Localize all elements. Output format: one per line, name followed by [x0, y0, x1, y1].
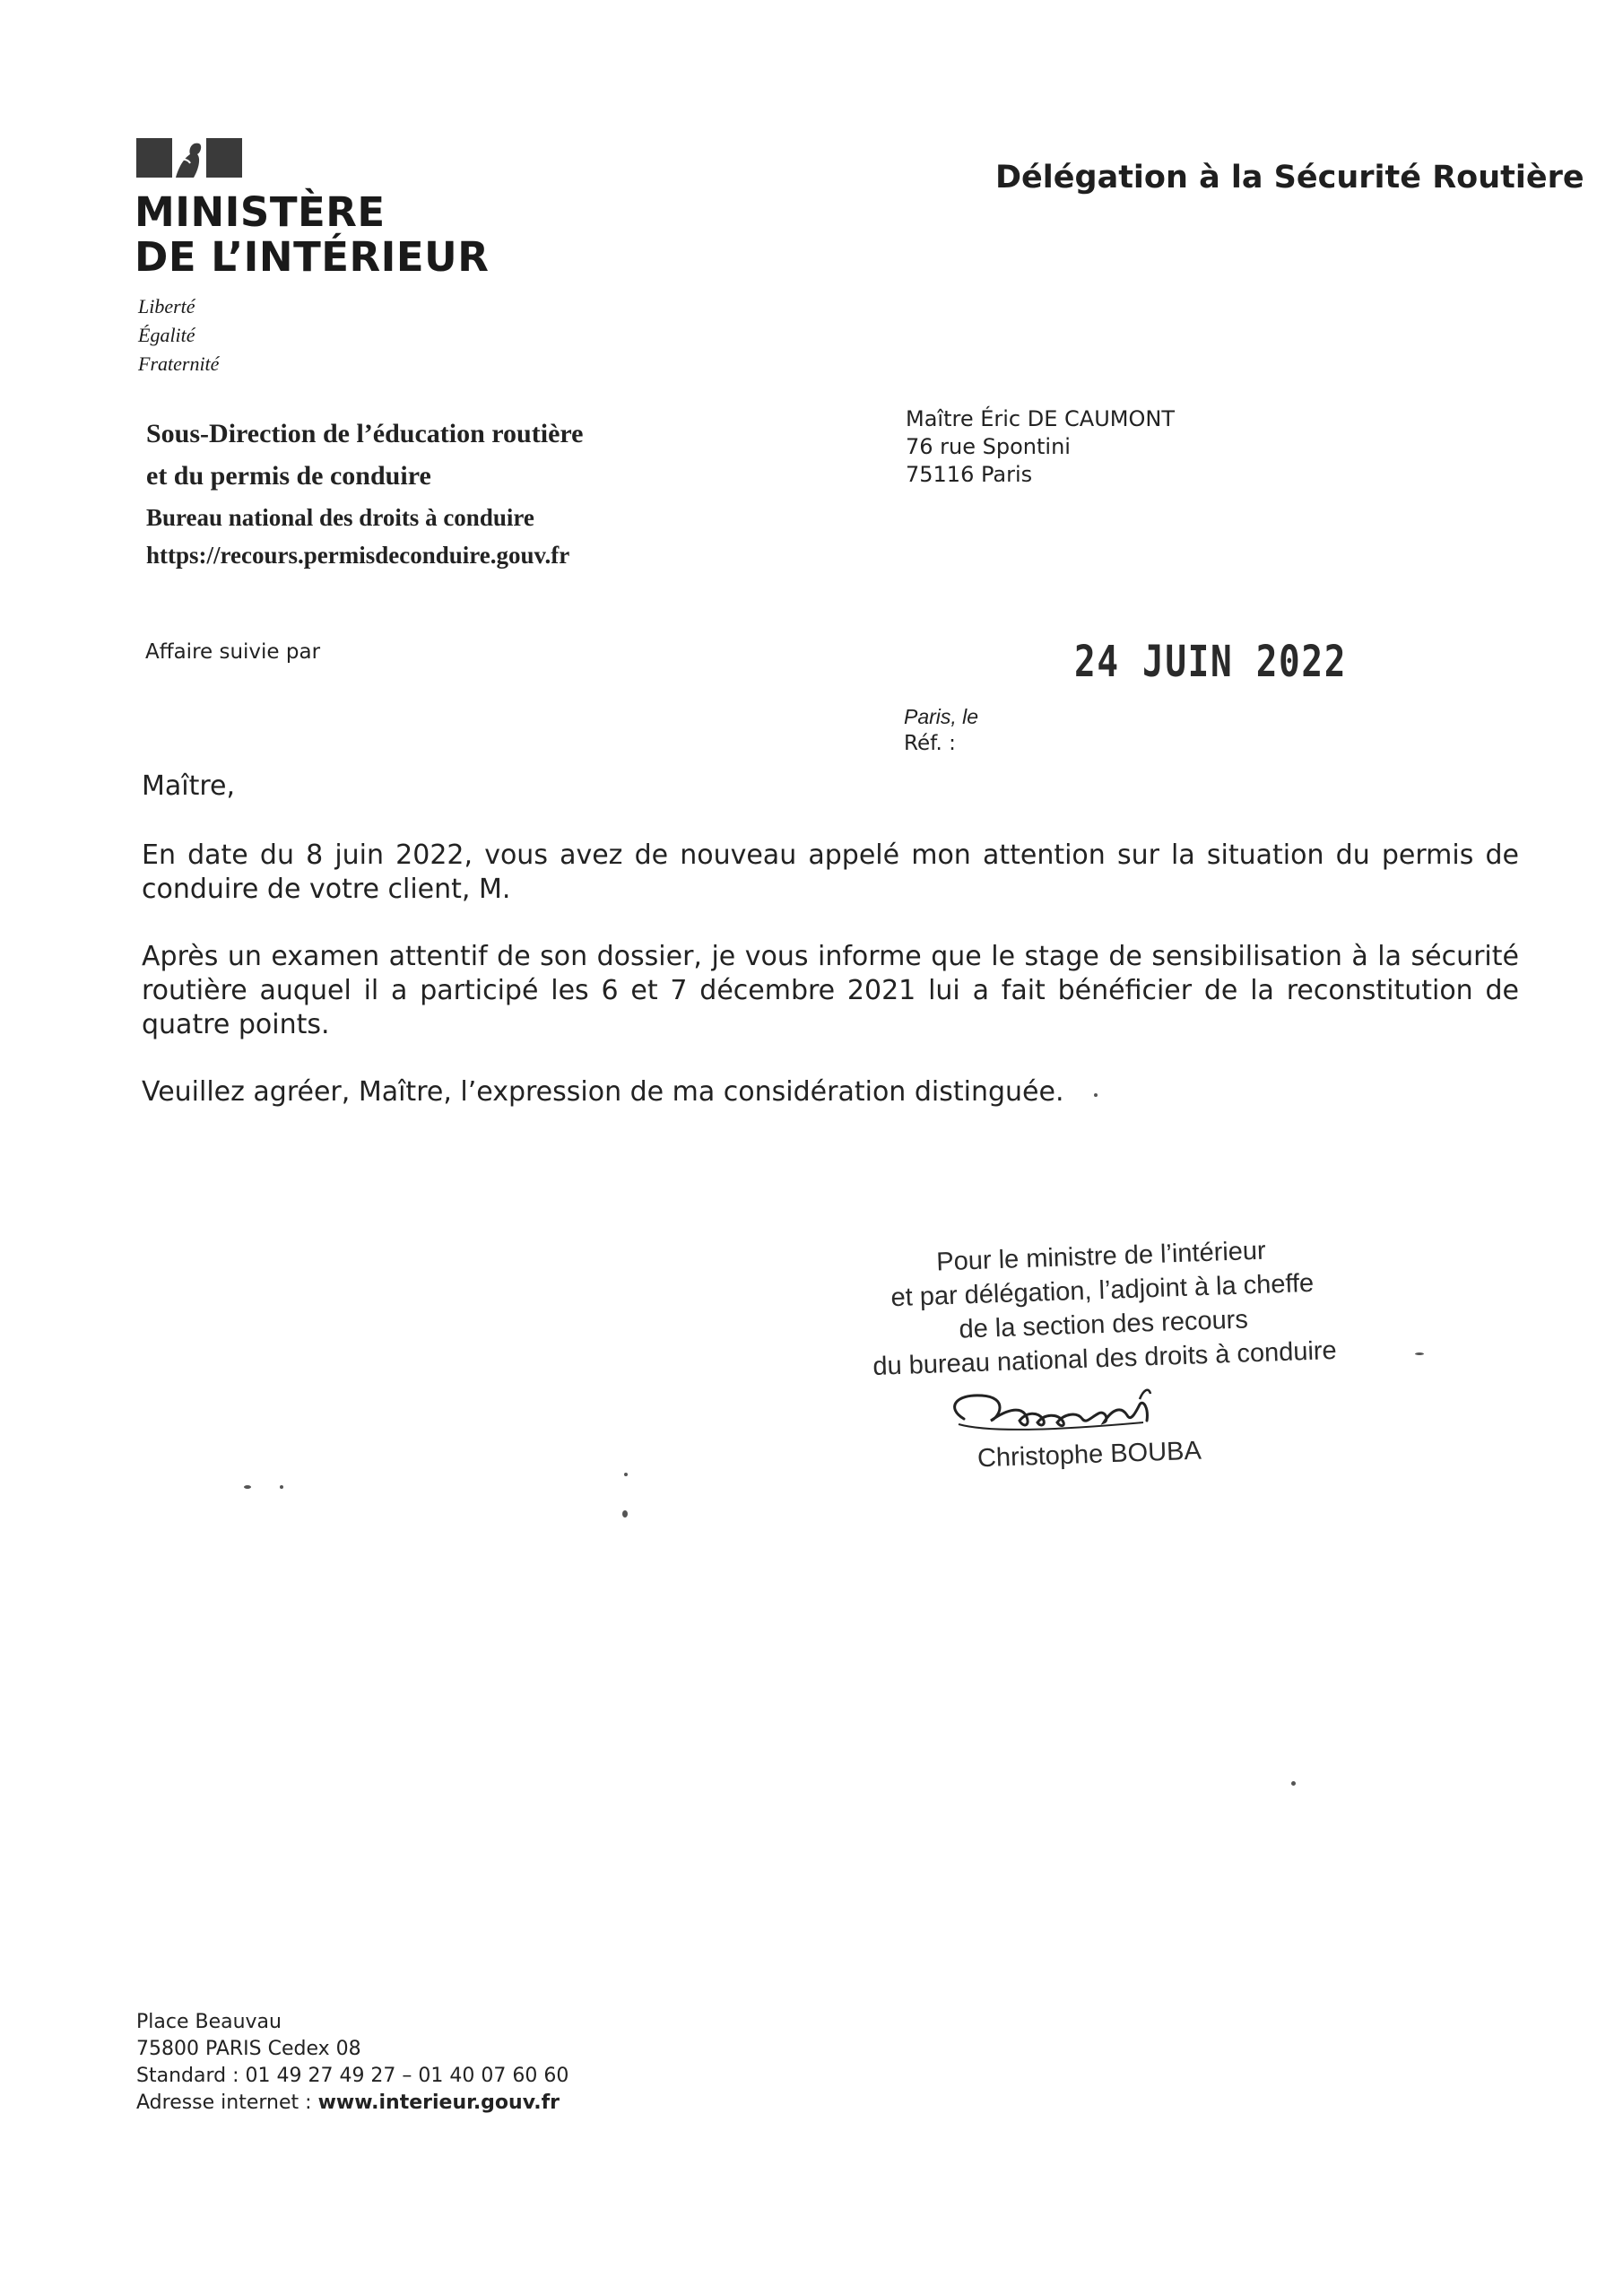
reference: Réf. :: [904, 732, 956, 755]
footer-address-label: Adresse internet :: [136, 2092, 318, 2114]
paragraph-2: Après un examen attentif de son dossier, je vous informe que le stage de sensibilisation à la sécurité routière auquel il a participé les 6 et 7 décembre 2021 lui a fait bénéficier de la reconstitution de quatre points.: [142, 941, 1519, 1040]
footer-line-3: Standard : 01 49 27 49 27 – 01 40 07 60 60: [136, 2065, 569, 2087]
footer-address: [136, 2009, 568, 2117]
recipient-city: 75116 Paris: [906, 462, 1033, 487]
signature-line-2: et par délégation, l’adjoint à la cheffe: [890, 1268, 1315, 1313]
scan-speck: [1291, 1781, 1296, 1786]
ministry-line-1: MINISTÈRE: [135, 188, 386, 236]
sous-direction-line-1: Sous-Direction de l’éducation routière: [146, 419, 584, 448]
motto: [138, 292, 219, 378]
ministry-name: [135, 190, 489, 280]
salutation: Maître,: [142, 770, 236, 802]
closing: Veuillez agréer, Maître, l’expression de ma considération distinguée.: [142, 1076, 1064, 1108]
scan-speck: [1415, 1352, 1424, 1355]
scan-speck: [1094, 1093, 1098, 1097]
bureau-name: Bureau national des droits à conduire: [146, 504, 534, 531]
affaire-suivie: Affaire suivie par: [145, 640, 321, 664]
scan-speck: [244, 1485, 251, 1489]
paris-le: Paris, le: [904, 705, 979, 728]
date-stamp: 24 JUIN 2022: [1074, 637, 1348, 687]
bureau-url[interactable]: https://recours.permisdeconduire.gouv.fr: [146, 542, 570, 569]
signature-line-1: Pour le ministre de l’intérieur: [935, 1236, 1267, 1277]
recipient-street: 76 rue Spontini: [906, 434, 1071, 459]
footer-website[interactable]: www.interieur.gouv.fr: [317, 2092, 560, 2114]
signature-line-4: du bureau national des droits à conduire: [872, 1335, 1338, 1381]
sous-direction-line-2: et du permis de conduire: [146, 461, 431, 491]
motto-fraternite: Fraternité: [138, 352, 220, 375]
motto-egalite: Égalité: [138, 324, 195, 346]
footer-line-4: [136, 2090, 568, 2117]
marianne-logo: [136, 138, 242, 178]
recipient-name: Maître Éric DE CAUMONT: [906, 406, 1175, 431]
scan-speck: [280, 1485, 283, 1489]
sous-direction: [146, 413, 583, 497]
ministry-line-2: DE L’INTÉRIEUR: [135, 233, 490, 281]
bureau-block: [146, 499, 569, 574]
signatory-name: Christophe BOUBA: [976, 1436, 1202, 1474]
footer-line-2: 75800 PARIS Cedex 08: [136, 2038, 361, 2060]
paragraph-1: En date du 8 juin 2022, vous avez de nouveau appelé mon attention sur la situation du permis de conduire de votre client, M.: [142, 839, 1519, 905]
handwritten-signature: [937, 1381, 1224, 1444]
signature-block: [832, 1231, 1375, 1386]
recipient-address: [906, 405, 1175, 489]
signature-line-3: de la section des recours: [958, 1305, 1249, 1344]
motto-liberte: Liberté: [138, 295, 195, 317]
footer-line-1: Place Beauvau: [136, 2011, 282, 2033]
scan-speck: [622, 1510, 628, 1518]
delegation-title: Délégation à la Sécurité Routière: [995, 160, 1584, 196]
scan-speck: [624, 1473, 628, 1476]
